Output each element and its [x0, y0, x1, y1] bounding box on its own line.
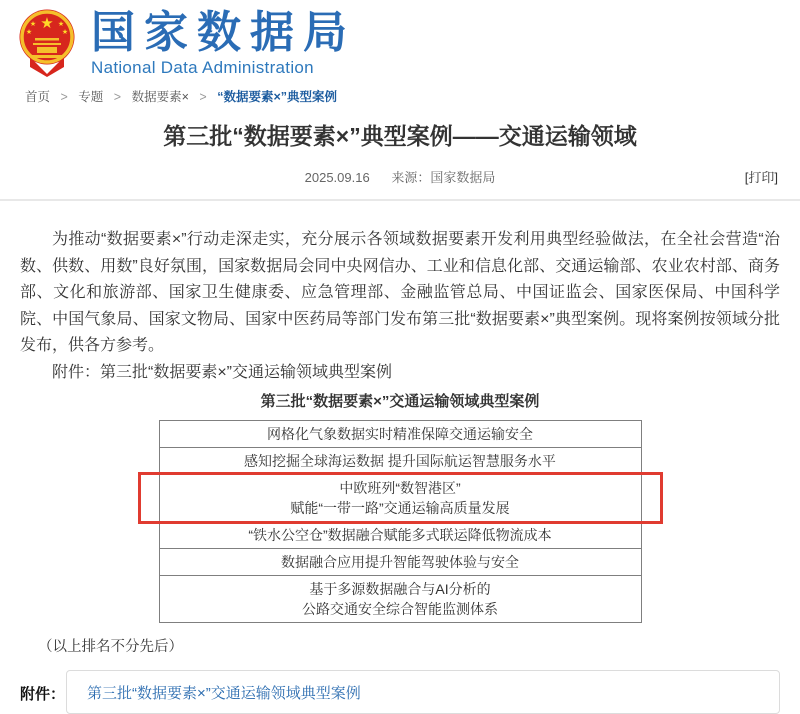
- case-line: 基于多源数据融合与AI分析的: [309, 581, 491, 597]
- case-table: [159, 420, 642, 623]
- case-line: 数据融合应用提升智能驾驶体验与安全: [281, 554, 519, 570]
- breadcrumb-separator: >: [199, 90, 207, 104]
- site-name: 国家数据局: [91, 8, 356, 57]
- attachment-link[interactable]: 第三批“数据要素×”交通运输领域典型案例: [87, 684, 361, 702]
- case-line: 公路交通安全综合智能监测体系: [302, 601, 498, 617]
- breadcrumb-home[interactable]: 首页: [25, 90, 51, 104]
- publish-date: 2025.09.16: [304, 170, 370, 185]
- case-table-title: 第三批“数据要素×”交通运输领域典型案例: [260, 393, 540, 410]
- breadcrumb-topics[interactable]: 专题: [78, 90, 104, 104]
- paragraph-2: 附件：第三批“数据要素×”交通运输领域典型案例: [52, 363, 393, 381]
- table-row: [160, 576, 641, 622]
- print-button[interactable]: [打印]: [744, 170, 778, 185]
- table-row: [160, 522, 641, 549]
- svg-text:★: ★: [25, 29, 33, 36]
- breadcrumb-data-element[interactable]: 数据要素×: [131, 90, 189, 104]
- case-line: 感知挖掘全球海运数据 提升国际航运智慧服务水平: [244, 453, 556, 469]
- logo-text: [91, 5, 356, 78]
- svg-text:★: ★: [29, 21, 37, 28]
- table-row: [160, 549, 641, 576]
- case-line: 赋能“一带一路”交通运输高质量发展: [290, 500, 510, 516]
- table-row: [160, 448, 641, 475]
- table-row: [160, 421, 641, 448]
- source-label: 来源：国家数据局: [391, 170, 496, 185]
- breadcrumb: [25, 87, 800, 103]
- divider: [0, 199, 800, 201]
- article: [0, 121, 800, 714]
- attachment-label: 附件：: [20, 686, 66, 703]
- case-line: 网格化气象数据实时精准保障交通运输安全: [267, 426, 533, 442]
- case-line: “铁水公空仓”数据融合赋能多式联运降低物流成本: [248, 527, 552, 543]
- table-row-highlighted: [160, 475, 641, 522]
- svg-text:★: ★: [40, 15, 54, 32]
- breadcrumb-separator: >: [113, 90, 122, 104]
- paragraph-1: 为推动“数据要素×”行动走深走实，充分展示各领域数据要素开发利用典型经验做法，在全社会营造“治数、供数、用数”良好氛围，国家数据局会同中央网信办、工业和信息化部、交通运输部、农业农村部、商务部、文化和旅游部、国家卫生健康委、应急管理部、金融监管总局、中国证监会、国家医保局、中国科学院、中国气象局、国家文物局、国家中医药局等部门发布第三批“数据要素×”典型案例。现将案例按领域分批发布，供各方参考。: [20, 231, 780, 354]
- breadcrumb-current: “数据要素×”典型案例: [217, 90, 337, 104]
- svg-text:★: ★: [61, 29, 69, 36]
- svg-text:★: ★: [57, 21, 65, 28]
- breadcrumb-separator: >: [60, 90, 68, 104]
- article-title: 第三批“数据要素×”典型案例——交通运输领域: [163, 123, 637, 149]
- national-emblem-icon: [18, 5, 76, 79]
- case-line: 中欧班列“数智港区”: [339, 480, 461, 496]
- attachment-box: [66, 670, 780, 714]
- site-logo[interactable]: [18, 5, 356, 79]
- site-name-en: National Data Administration: [91, 58, 314, 77]
- attachment-section: [20, 670, 780, 714]
- site-header: [0, 0, 800, 79]
- ranking-note: （以上排名不分先后）: [38, 639, 183, 655]
- article-meta: [0, 167, 800, 184]
